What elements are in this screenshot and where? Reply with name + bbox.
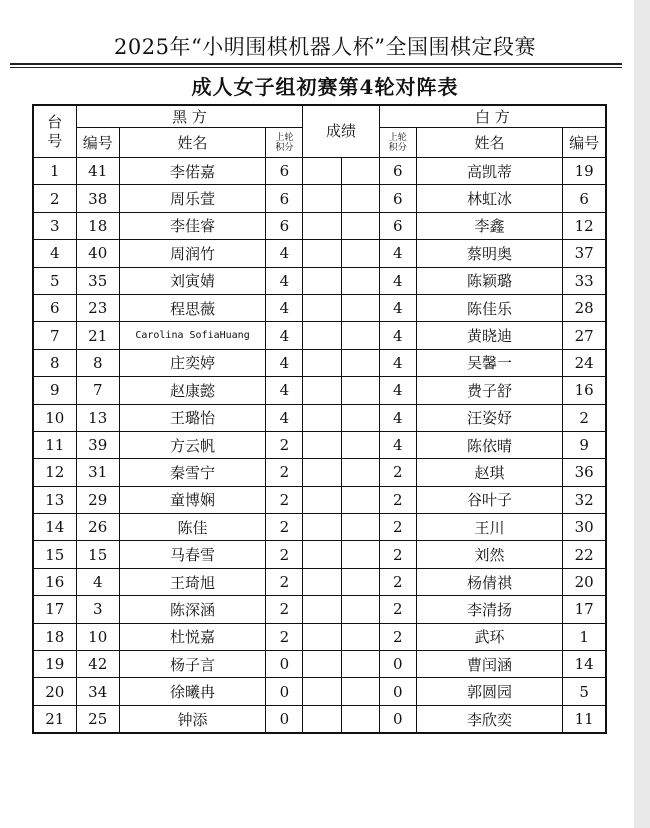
white-number: 33 [563,267,606,294]
white-number: 37 [563,240,606,267]
white-result [341,486,379,513]
white-points: 6 [379,212,416,239]
black-result [303,294,341,321]
table-no: 4 [33,240,76,267]
pairing-rows [33,158,606,734]
white-points: 4 [379,267,416,294]
white-name: 曹闰涵 [416,651,563,678]
table-no: 14 [33,514,76,541]
black-result [303,651,341,678]
white-name: 陈颖璐 [416,267,563,294]
white-name: 蔡明奥 [416,240,563,267]
table-no: 16 [33,568,76,595]
black-number-header: 编号 [76,128,119,158]
black-number: 18 [76,212,119,239]
white-number: 19 [563,158,606,185]
white-number: 1 [563,623,606,650]
white-result [341,185,379,212]
white-number: 12 [563,212,606,239]
table-no: 2 [33,185,76,212]
black-name: 李佳睿 [119,212,266,239]
table-row [33,678,606,705]
white-result [341,294,379,321]
black-name: 马春雪 [119,541,266,568]
white-result [341,541,379,568]
pairing-table [32,104,607,734]
black-name: 钟添 [119,705,266,733]
black-number: 7 [76,377,119,404]
black-points: 0 [266,651,303,678]
table-row [33,623,606,650]
white-points: 6 [379,158,416,185]
white-number: 27 [563,322,606,349]
title-divider-thin [10,67,622,68]
white-number: 2 [563,404,606,431]
black-points: 2 [266,568,303,595]
black-points: 2 [266,431,303,458]
white-points: 0 [379,678,416,705]
white-number: 14 [563,651,606,678]
table-no: 1 [33,158,76,185]
black-points: 6 [266,212,303,239]
table-no: 18 [33,623,76,650]
black-name: 杜悦嘉 [119,623,266,650]
black-result [303,568,341,595]
black-points: 0 [266,678,303,705]
white-name: 李欣奕 [416,705,563,733]
black-number: 42 [76,651,119,678]
white-result [341,568,379,595]
table-row [33,240,606,267]
white-number: 5 [563,678,606,705]
black-points: 2 [266,459,303,486]
table-row [33,514,606,541]
white-points: 4 [379,322,416,349]
white-result [341,404,379,431]
black-number: 39 [76,431,119,458]
black-number: 29 [76,486,119,513]
black-points: 2 [266,596,303,623]
tournament-title: 2025年“小明围棋机器人杯”全国围棋定段赛 [114,35,536,59]
black-number: 34 [76,678,119,705]
table-row [33,267,606,294]
white-result [341,212,379,239]
table-row [33,705,606,733]
white-result [341,158,379,185]
white-number: 11 [563,705,606,733]
white-points: 2 [379,486,416,513]
white-points: 0 [379,651,416,678]
table-row [33,212,606,239]
black-result [303,377,341,404]
table-no: 19 [33,651,76,678]
black-result [303,404,341,431]
table-no: 12 [33,459,76,486]
black-name: 杨子言 [119,651,266,678]
black-result [303,541,341,568]
black-number: 25 [76,705,119,733]
black-number: 8 [76,349,119,376]
black-name: 王璐怡 [119,404,266,431]
white-points-label: 上轮积分 [388,132,407,153]
white-result [341,240,379,267]
black-result [303,431,341,458]
table-no: 8 [33,349,76,376]
white-side-header: 白 方 [379,105,606,128]
white-points: 2 [379,541,416,568]
table-row [33,294,606,321]
white-points: 0 [379,705,416,733]
white-result [341,514,379,541]
white-points: 2 [379,596,416,623]
white-points: 4 [379,431,416,458]
white-name: 林虹冰 [416,185,563,212]
table-no: 21 [33,705,76,733]
white-number: 28 [563,294,606,321]
black-name: 周乐萱 [119,185,266,212]
table-no: 3 [33,212,76,239]
white-name: 赵琪 [416,459,563,486]
white-number: 9 [563,431,606,458]
table-row [33,431,606,458]
white-points: 4 [379,349,416,376]
black-name: 周润竹 [119,240,266,267]
table-no: 11 [33,431,76,458]
title-divider-thick [10,63,622,65]
black-name: 程思薇 [119,294,266,321]
black-points: 4 [266,377,303,404]
table-row [33,349,606,376]
black-number: 26 [76,514,119,541]
white-number: 16 [563,377,606,404]
page-edge [634,0,650,828]
table-no: 10 [33,404,76,431]
white-points: 4 [379,240,416,267]
table-row [33,185,606,212]
table-row [33,158,606,185]
white-name: 刘然 [416,541,563,568]
black-result [303,705,341,733]
black-result [303,596,341,623]
black-result [303,240,341,267]
black-points: 4 [266,349,303,376]
white-points-header [379,128,416,158]
white-points: 4 [379,404,416,431]
white-points: 6 [379,185,416,212]
black-points: 2 [266,623,303,650]
round-subtitle: 成人女子组初赛第4轮对阵表 [191,75,459,99]
black-number: 10 [76,623,119,650]
black-number: 15 [76,541,119,568]
white-result [341,349,379,376]
white-result [341,377,379,404]
black-result [303,158,341,185]
black-points: 4 [266,267,303,294]
table-no: 6 [33,294,76,321]
white-result [341,267,379,294]
black-name-header: 姓名 [119,128,266,158]
white-name: 高凯蒂 [416,158,563,185]
white-number: 32 [563,486,606,513]
black-points: 4 [266,404,303,431]
white-points: 2 [379,568,416,595]
white-number: 30 [563,514,606,541]
white-number: 17 [563,596,606,623]
black-name: 刘寅婧 [119,267,266,294]
table-no-label [34,113,76,151]
black-points: 2 [266,541,303,568]
white-result [341,596,379,623]
table-row [33,651,606,678]
white-result [341,678,379,705]
table-no-text: 台号 [47,112,63,150]
black-points: 6 [266,185,303,212]
black-number: 31 [76,459,119,486]
black-points: 2 [266,486,303,513]
white-result [341,431,379,458]
black-name: 陈深涵 [119,596,266,623]
black-result [303,678,341,705]
white-result [341,322,379,349]
black-result [303,514,341,541]
white-name: 武环 [416,623,563,650]
white-result [341,623,379,650]
white-number-header: 编号 [563,128,606,158]
white-points: 2 [379,459,416,486]
table-row [33,596,606,623]
black-result [303,459,341,486]
white-points: 4 [379,377,416,404]
black-name: Carolina SofiaHuang [119,322,266,349]
table-row [33,541,606,568]
black-points-label: 上轮积分 [275,132,294,153]
black-side-header: 黑 方 [76,105,303,128]
black-number: 38 [76,185,119,212]
black-number: 4 [76,568,119,595]
black-name: 陈佳 [119,514,266,541]
white-name-header: 姓名 [416,128,563,158]
black-points: 0 [266,705,303,733]
white-number: 24 [563,349,606,376]
table-row [33,486,606,513]
black-number: 21 [76,322,119,349]
white-number: 6 [563,185,606,212]
black-result [303,349,341,376]
white-name: 汪姿妤 [416,404,563,431]
black-points: 4 [266,322,303,349]
black-points: 4 [266,294,303,321]
black-points: 4 [266,240,303,267]
black-result [303,322,341,349]
black-name: 徐曦冉 [119,678,266,705]
white-name: 黄晓迪 [416,322,563,349]
table-row [33,322,606,349]
table-row [33,404,606,431]
black-result [303,212,341,239]
white-name: 吴馨一 [416,349,563,376]
table-no: 13 [33,486,76,513]
black-result [303,267,341,294]
black-result [303,185,341,212]
table-no: 17 [33,596,76,623]
black-number: 35 [76,267,119,294]
black-result [303,623,341,650]
table-no: 20 [33,678,76,705]
black-number: 41 [76,158,119,185]
white-name: 李鑫 [416,212,563,239]
black-number: 40 [76,240,119,267]
table-no: 9 [33,377,76,404]
black-points: 6 [266,158,303,185]
table-no: 7 [33,322,76,349]
table-no: 5 [33,267,76,294]
black-number: 3 [76,596,119,623]
white-number: 36 [563,459,606,486]
white-name: 李清扬 [416,596,563,623]
result-header: 成绩 [303,105,379,158]
white-result [341,651,379,678]
black-number: 13 [76,404,119,431]
white-number: 22 [563,541,606,568]
white-name: 费子舒 [416,377,563,404]
white-points: 2 [379,623,416,650]
black-name: 庄奕婷 [119,349,266,376]
header-row-1 [33,105,606,128]
table-row [33,377,606,404]
table-no: 15 [33,541,76,568]
black-name: 赵康懿 [119,377,266,404]
black-name: 童博娴 [119,486,266,513]
white-name: 陈佳乐 [416,294,563,321]
table-row [33,459,606,486]
table-row [33,568,606,595]
white-number: 20 [563,568,606,595]
black-name: 王琦旭 [119,568,266,595]
black-points: 2 [266,514,303,541]
white-name: 杨倩祺 [416,568,563,595]
white-result [341,705,379,733]
white-points: 4 [379,294,416,321]
black-name: 秦雪宁 [119,459,266,486]
white-name: 谷叶子 [416,486,563,513]
white-result [341,459,379,486]
black-result [303,486,341,513]
white-points: 2 [379,514,416,541]
black-name: 方云帆 [119,431,266,458]
white-name: 郭圆园 [416,678,563,705]
white-name: 王川 [416,514,563,541]
black-points-header [266,128,303,158]
white-name: 陈依晴 [416,431,563,458]
table-no-header [33,105,76,158]
black-name: 李偌嘉 [119,158,266,185]
black-number: 23 [76,294,119,321]
